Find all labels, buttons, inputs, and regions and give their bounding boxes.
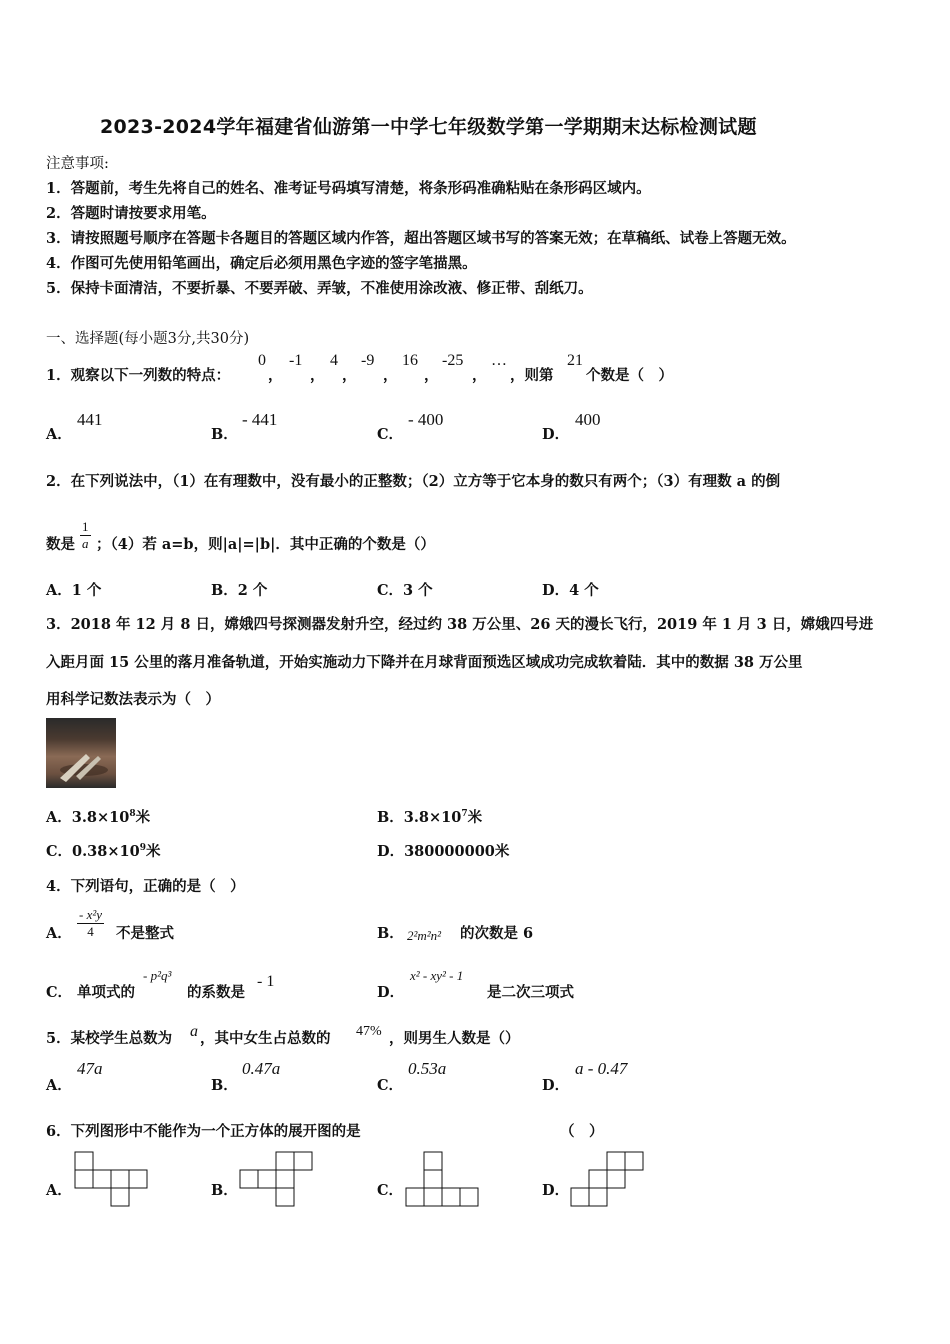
q1-option-value: 400 [575, 410, 601, 429]
q2-option [377, 579, 433, 600]
q6-stem: 6．下列图形中不能作为一个正方体的展开图的是 [46, 1123, 361, 1140]
q2-line-suffix: ；（4）若 a=b，则|a|=|b|．其中正确的个数是（） [96, 536, 435, 553]
q5-option-value: a - 0.47 [575, 1059, 628, 1078]
q5-stem: ，则男生人数是（） [389, 1030, 520, 1047]
q3-option-exp: 8 [129, 809, 136, 820]
q3-option-exp: 9 [139, 843, 146, 854]
q3-option-unit: 米 [467, 809, 483, 826]
q2-option-value: 1 个 [71, 582, 102, 599]
q2-frac-den: a [82, 536, 89, 551]
notice-item: 3．请按照题号顺序在答题卡各题目的答题区域内作答，超出答题区域书写的答案无效；在草稿纸、试卷上答题无效。 [46, 230, 796, 247]
q3-line: 用科学记数法表示为（ ） [46, 691, 220, 708]
q3-line: 入距月面 15 公里的落月准备轨道，开始实施动力下降并在月球背面预选区域成功完成软着陆．其中的数据 38 万公里 [46, 654, 803, 671]
q3-option-label: B． [377, 809, 404, 826]
q2-option-value: 3 个 [403, 582, 433, 599]
q3-line: 3．2018 年 12 月 8 日，嫦娥四号探测器发射升空，经过约 38 万公里、26 天的漫长飞行，2019 年 1 月 3 日，嫦娥四号进 [46, 616, 874, 633]
q4-stem: 4．下列语句，正确的是（ ） [46, 878, 245, 895]
q3-option-unit: 米 [135, 809, 151, 826]
notice-item: 1．答题前，考生先将自己的姓名、准考证号码填写清楚，将条形码准确粘贴在条形码区域内。 [46, 180, 651, 197]
q5-stem: ，其中女生占总数的 [200, 1030, 331, 1047]
q1-seq-term: … [491, 352, 507, 369]
q3-option-label: D． [377, 843, 405, 860]
q2-option-value: 2 个 [237, 582, 268, 599]
q1-seq-term: -1 [289, 352, 303, 369]
q4-b-math: 2²m²n² [407, 928, 442, 943]
q5-option-label: D． [542, 1077, 570, 1094]
q1-option-label: A． [46, 426, 72, 443]
q1-seq-term: 16 [402, 352, 418, 369]
q2-option [46, 579, 101, 600]
q2-option [542, 579, 599, 600]
q2-option-label: D． [542, 582, 570, 599]
notice-item: 5．保持卡面清洁，不要折暴、不要弄破、弄皱，不准使用涂改液、修正带、刮纸刀。 [46, 280, 593, 297]
q2-fraction [80, 519, 91, 552]
q5-option-value: 47a [77, 1059, 103, 1078]
q4-option-label: B． [377, 925, 404, 942]
q1-option-value: - 400 [408, 410, 444, 429]
q4-option-label: A． [46, 925, 72, 942]
q1-comma: ， [342, 367, 357, 384]
q5-pct: 47% [356, 1024, 382, 1039]
q3-option-base: 0.38×10 [72, 843, 140, 860]
q1-seq-term: -25 [442, 352, 464, 369]
section-heading: 一、选择题(每小题3分,共30分) [46, 331, 250, 347]
q5-option-label: C． [377, 1077, 404, 1094]
q4-c-pre: 单项式的 [77, 984, 135, 1001]
q4-c-mid: 的系数是 [187, 984, 245, 1001]
q5-option-value: 0.47a [242, 1059, 281, 1078]
q6-option-label: C． [377, 1182, 404, 1199]
q4-a-text: 不是整式 [116, 925, 174, 942]
q2-line: 2．在下列说法中，（1）在有理数中，没有最小的正整数；（2）立方等于它本身的数只有两个；（3）有理数 a 的倒 [46, 473, 781, 490]
cube-net-a [74, 1151, 150, 1207]
q5-stem: 5．某校学生总数为 [46, 1030, 173, 1047]
q1-comma: ， [424, 367, 439, 384]
q6-paren: （ ） [560, 1123, 604, 1140]
q3-option [377, 840, 509, 861]
q4-d-text: 是二次三项式 [487, 984, 574, 1001]
q2-option [211, 579, 267, 600]
lunar-landing-photo [46, 718, 116, 788]
q2-option-value: 4 个 [569, 582, 599, 599]
cube-net-d [570, 1151, 646, 1207]
q4-a-num: - x²y [79, 907, 103, 922]
q3-option-base: 3.8×10 [403, 809, 462, 826]
q3-option-base: 380000000 [404, 843, 495, 860]
notice-item: 2．答题时请按要求用笔。 [46, 205, 216, 222]
q6-option-label: B． [211, 1182, 238, 1199]
q3-option-unit: 米 [145, 843, 161, 860]
q2-option-label: A． [46, 582, 72, 599]
page-title: 2023-2024学年福建省仙游第一中学七年级数学第一学期期末达标检测试题 [100, 116, 757, 138]
q1-option-label: C． [377, 426, 404, 443]
q4-c-math: - p²q³ [143, 968, 172, 983]
q1-mid: ，则第 [510, 367, 554, 384]
q1-option-label: B． [211, 426, 238, 443]
q4-option-label: C． [46, 984, 73, 1001]
q3-option-label: A． [46, 809, 72, 826]
q4-b-text: 的次数是 6 [460, 925, 534, 942]
q1-comma: ， [472, 367, 487, 384]
q3-option [377, 806, 482, 827]
q1-option-label: D． [542, 426, 570, 443]
q1-seq-term: 0 [258, 352, 266, 369]
notice-heading: 注意事项: [46, 156, 109, 172]
cube-net-c [405, 1151, 481, 1207]
q3-option-exp: 7 [461, 809, 468, 820]
q1-option-value: - 441 [242, 410, 278, 429]
q2-option-label: B． [211, 582, 238, 599]
q4-d-math: x² - xy² - 1 [410, 968, 464, 983]
q1-seq-term: 4 [330, 352, 338, 369]
q1-stem: 1．观察以下一列数的特点： [46, 367, 231, 384]
q4-a-den: 4 [87, 924, 94, 939]
q1-comma: ， [310, 367, 325, 384]
q3-option-label: C． [46, 843, 73, 860]
q1-option-value: 441 [77, 410, 103, 429]
q2-line-prefix: 数是 [46, 536, 75, 553]
q4-a-fraction [77, 907, 104, 940]
q3-option-unit: 米 [494, 843, 510, 860]
q1-seq-term: -9 [361, 352, 375, 369]
q6-option-label: D． [542, 1182, 570, 1199]
q2-frac-num: 1 [82, 519, 89, 534]
q3-option [46, 806, 150, 827]
q1-tail: 个数是（ ） [586, 367, 673, 384]
q3-option-base: 3.8×10 [71, 809, 130, 826]
q4-option-label: D． [377, 984, 405, 1001]
notice-item: 4．作图可先使用铅笔画出，确定后必须用黑色字迹的签字笔描黑。 [46, 255, 477, 272]
q5-option-value: 0.53a [408, 1059, 447, 1078]
q2-option-label: C． [377, 582, 404, 599]
q5-option-label: A． [46, 1077, 72, 1094]
q1-comma: ， [383, 367, 398, 384]
q5-option-label: B． [211, 1077, 238, 1094]
cube-net-b [239, 1151, 315, 1207]
q3-option [46, 840, 160, 861]
q5-var: a [190, 1023, 198, 1040]
q1-comma: ， [268, 367, 283, 384]
q4-c-val: - 1 [257, 973, 275, 990]
q6-option-label: A． [46, 1182, 72, 1199]
q1-n: 21 [567, 352, 583, 369]
